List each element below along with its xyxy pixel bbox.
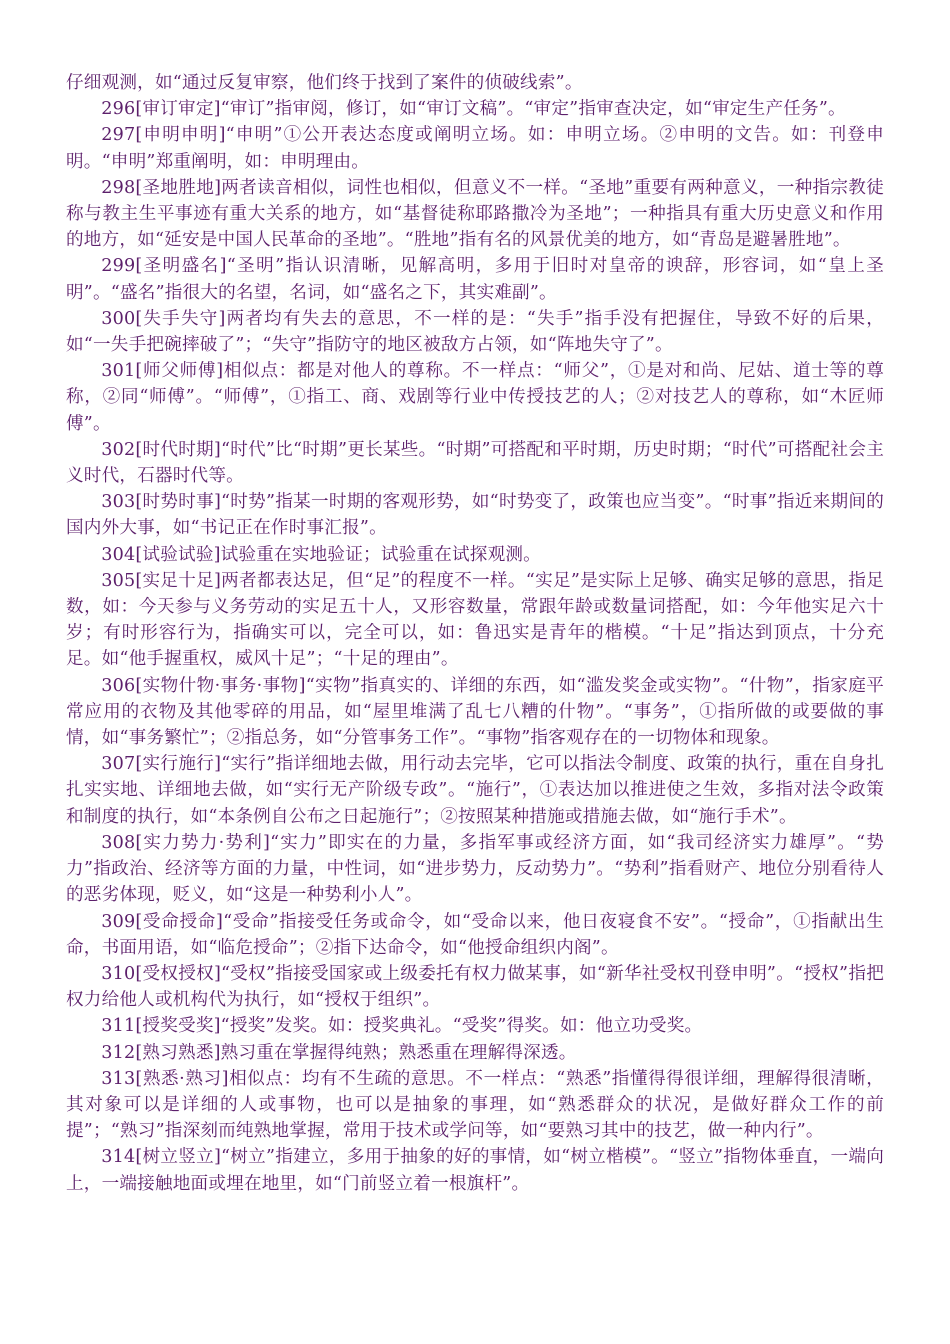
entry-304: 304[试验试验]试验重在实地验证；试验重在试探观测。 [101,544,541,565]
entry-299: 299[圣明盛名]“圣明”指认识清晰，见解高明，多用于旧时对皇帝的谀辞，形容词，如“皇上圣明”。“盛名”指很大的名望，名词，如“盛名之下，其实难副”。 [66,256,884,303]
entry-312: 312[熟习熟悉]熟习重在掌握得纯熟；熟悉重在理解得深透。 [101,1042,577,1063]
entry-302: 302[时代时期]“时代”比“时期”更长某些。“时期”可搭配和平时期，历史时期；“时代”可搭配社会主义时代，石器时代等。 [66,439,884,487]
entry-303: 303[时势时事]“时势”指某一时期的客观形势，如“时势变了，政策也应当变”。“时事”指近来期间的国内外大事，如“书记正在作时事汇报”。 [66,492,884,539]
entry-314: 314[树立竖立]“树立”指建立，多用于抽象的好的事情，如“树立楷模”。“竖立”指物体垂直，一端向上，一端接触地面或埋在地里，如“门前竖立着一根旗杆”。 [66,1147,884,1194]
entry-300: 300[失手失守]两者均有失去的意思，不一样的是：“失手”指手没有把握住，导致不好的后果，如“一失手把碗摔破了”；“失守”指防守的地区被敌方占领，如“阵地失守了”。 [66,308,884,356]
entry-310: 310[受权授权]“受权”指接受国家或上级委托有权力做某事，如“新华社受权刊登申明”。“授权”指把权力给他人或机构代为执行，如“授权于组织”。 [66,963,884,1011]
paragraph-continued: 仔细观测，如“通过反复审察，他们终于找到了案件的侦破线索”。 [66,73,583,93]
entry-296: 296[审订审定]“审订”指审阅，修订，如“审订文稿”。“审定”指审查决定，如“审定生产任务”。 [101,99,846,120]
entry-308: 308[实力势力·势利]“实力”即实在的力量，多指军事或经济方面，如“我司经济实力雄厚”。“势力”指政治、经济等方面的力量，中性词，如“进步势力，反动势力”。“势利”指看财产、地位分别看待人的恶劣体现，贬义，如“这是一种势利小人”。 [66,832,884,906]
entry-306: 306[实物什物·事务·事物]“实物”指真实的、详细的东西，如“滥发奖金或实物”。“什物”，指家庭平常应用的衣物及其他零碎的用品，如“屋里堆满了乱七八糟的什物”。“事务”，①指所做的或要做的事情，如“事务繁忙”；②指总务，如“分管事务工作”。“事物”指客观存在的一切物体和现象。 [66,675,884,749]
document-page [66,70,884,1197]
entry-313: 313[熟悉·熟习]相似点：均有不生疏的意思。不一样点：“熟悉”指懂得得很详细，理解得很清晰，其对象可以是详细的人或事物，也可以是抽象的事理，如“熟悉群众的状况，是做好群众工作的前提”；“熟习”指深刻而纯熟地掌握，常用于技术或学问等，如“要熟习其中的技艺，做一种内行”。 [66,1068,884,1142]
entry-307: 307[实行施行]“实行”指详细地去做，用行动去完毕，它可以指法令制度、政策的执行，重在自身扎扎实实地、详细地去做，如“实行无产阶级专政”。“施行”，①表达加以推进使之生效，多指对法令政策和制度的执行，如“本条例自公布之日起施行”；②按照某种措施或措施去做，如“施行手术”。 [66,754,884,827]
entry-309: 309[受命授命]“受命”指接受任务或命令，如“受命以来，他日夜寝食不安”。“授命”，①指献出生命，书面用语，如“临危授命”；②指下达命令，如“他授命组织内阁”。 [66,911,884,958]
entry-311: 311[授奖受奖]“授奖”发奖。如：授奖典礼。“受奖”得奖。如：他立功受奖。 [101,1016,703,1037]
entry-297: 297[申明申明]“申明”①公开表达态度或阐明立场。如：申明立场。②申明的文告。如：刊登申明。“申明”郑重阐明，如：申明理由。 [66,125,884,172]
entry-298: 298[圣地胜地]两者读音相似，词性也相似，但意义不一样。“圣地”重要有两种意义，一种指宗教徒称与教主生平事迹有重大关系的地方，如“基督徒称耶路撒冷为圣地”；一种指具有重大历史意义和作用的地方，如“延安是中国人民革命的圣地”。“胜地”指有名的风景优美的地方，如“青岛是避暑胜地”。 [66,177,884,251]
entry-301: 301[师父师傅]相似点：都是对他人的尊称。不一样点：“师父”，①是对和尚、尼姑、道士等的尊称，②同“师傅”。“师傅”，①指工、商、戏剧等行业中传授技艺的人；②对技艺人的尊称，如“木匠师傅”。 [66,361,884,434]
entry-305: 305[实足十足]两者都表达足，但“足”的程度不一样。“实足”是实际上足够、确实足够的意思，指足数，如：今天参与义务劳动的实足五十人，又形容数量，常跟年龄或数量词搭配，如：今年他实足六十岁；有时形容行为，指确实可以，完全可以，如：鲁迅实是青年的楷模。“十足”指达到顶点，十分充足。如“他手握重权，威风十足”；“十足的理由”。 [66,570,884,670]
